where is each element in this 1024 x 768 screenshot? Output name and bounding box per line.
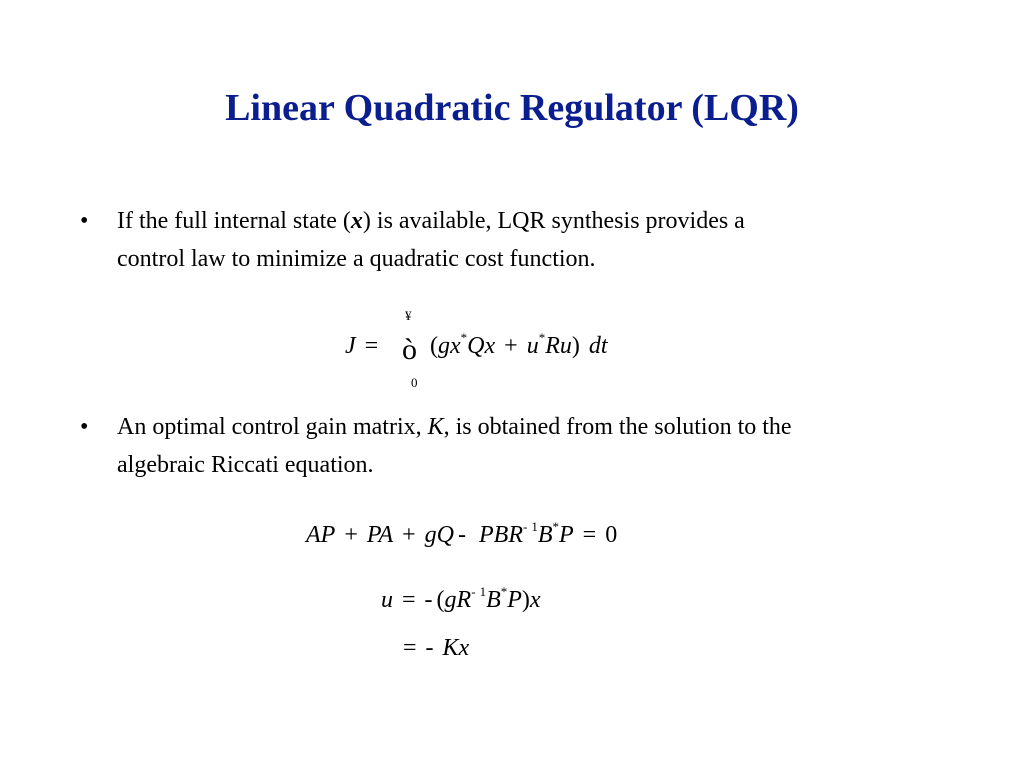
- term-qx: Qx: [467, 333, 496, 359]
- plus-sign: +: [504, 333, 518, 359]
- inverse-minus: -: [471, 584, 476, 599]
- term-gx: gx: [438, 333, 461, 359]
- bullet-1: [80, 202, 960, 282]
- term-ap: AP: [306, 522, 336, 548]
- bullet-1-line1-post: ) is available, LQR synthesis provides a: [362, 208, 745, 234]
- bullet-1-line1-pre: If the full internal state (: [117, 208, 351, 234]
- paren-open: (: [436, 587, 445, 613]
- equals-sign: =: [402, 587, 416, 613]
- cost-j: J: [345, 333, 356, 359]
- equals-sign: =: [403, 635, 417, 661]
- zero: 0: [605, 522, 618, 548]
- state-variable: x: [350, 208, 363, 234]
- term-p: P: [507, 587, 522, 613]
- bullet-1-line2: control law to minimize a quadratic cost function.: [117, 246, 596, 272]
- minus-sign: -: [458, 522, 466, 548]
- term-u: u: [526, 333, 539, 359]
- term-gq: gQ: [424, 522, 454, 548]
- minus-sign: -: [424, 587, 433, 613]
- minus-sign: -: [425, 635, 434, 661]
- inverse-one: 1: [479, 584, 487, 599]
- slide-title: Linear Quadratic Regulator (LQR): [225, 87, 799, 129]
- term-gr: gR: [444, 587, 472, 613]
- inverse-minus: -: [522, 519, 528, 534]
- term-u: u: [381, 587, 393, 613]
- conj-star: *: [500, 584, 508, 599]
- plus-sign: +: [402, 522, 416, 548]
- riccati-equation: [306, 519, 618, 549]
- gain-matrix-variable: K: [427, 414, 444, 440]
- conj-star: *: [538, 330, 546, 345]
- term-pa: PA: [366, 522, 394, 548]
- term-pbr: PBR: [479, 522, 523, 548]
- cost-equation-lhs: [345, 333, 378, 360]
- bullet-2: [80, 408, 960, 488]
- conj-star: *: [460, 330, 468, 345]
- control-law-equation: [381, 584, 541, 614]
- inverse-one: 1: [531, 519, 538, 534]
- term-b: B: [537, 522, 553, 548]
- bullet-marker: •: [80, 208, 89, 234]
- bullet-text: [117, 202, 937, 278]
- term-x: x: [529, 587, 541, 613]
- bullet-2-line2: algebraic Riccati equation.: [117, 452, 374, 478]
- bullet-marker: •: [80, 414, 89, 440]
- bullet-2-line1-pre: An optimal control gain matrix,: [117, 414, 428, 440]
- paren-open: (: [430, 333, 438, 359]
- cost-equals: =: [364, 333, 379, 359]
- bullet-2-line1-post: , is obtained from the solution to the: [443, 414, 792, 440]
- term-kx: Kx: [442, 635, 470, 661]
- cost-equation-integrand: [430, 330, 608, 360]
- paren-close: ): [571, 333, 580, 359]
- term-b: B: [486, 587, 501, 613]
- term-ru: Ru: [545, 333, 572, 359]
- term-dt: dt: [588, 333, 608, 359]
- control-law-equation-2: [403, 635, 469, 662]
- bullet-text: [117, 408, 937, 484]
- integral-symbol: ò: [402, 333, 417, 366]
- equals-sign: =: [582, 522, 597, 548]
- upper-limit: ¥: [405, 308, 412, 323]
- plus-sign: +: [344, 522, 358, 548]
- lower-limit: 0: [411, 375, 418, 390]
- paren-close: ): [521, 587, 530, 613]
- term-p: P: [559, 522, 574, 548]
- conj-star: *: [552, 519, 559, 534]
